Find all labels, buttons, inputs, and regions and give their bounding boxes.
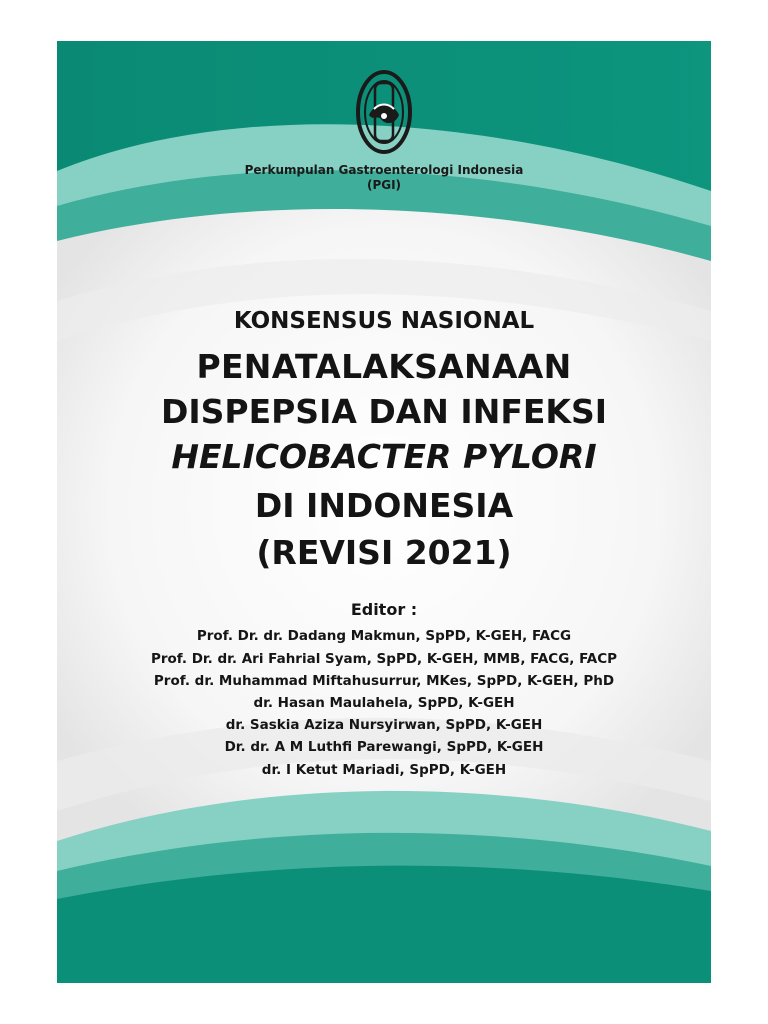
editor-label: Editor : bbox=[350, 600, 418, 619]
book-title-line-2: DISPEPSIA DAN INFEKSI bbox=[160, 392, 608, 431]
editor-name: Prof. Dr. dr. Dadang Makmun, SpPD, K-GEH, FACG bbox=[196, 628, 572, 644]
editor-name: Dr. dr. A M Luthfi Parewangi, SpPD, K-GEH bbox=[224, 739, 544, 755]
book-title-line-5: (REVISI 2021) bbox=[256, 533, 512, 572]
book-supertitle: KONSENSUS NASIONAL bbox=[233, 308, 535, 334]
book-title-line-1: PENATALAKSANAAN bbox=[196, 347, 572, 386]
organization-name: Perkumpulan Gastroenterologi Indonesia bbox=[244, 163, 524, 177]
organization-abbreviation: (PGI) bbox=[366, 178, 402, 192]
editor-name: Prof. Dr. dr. Ari Fahrial Syam, SpPD, K-GEH, MMB, FACG, FACP bbox=[150, 651, 618, 667]
book-title-line-4: DI INDONESIA bbox=[254, 486, 514, 525]
pgi-logo-icon bbox=[355, 69, 413, 155]
book-title-line-3: HELICOBACTER PYLORI bbox=[171, 437, 597, 476]
editor-name: dr. I Ketut Mariadi, SpPD, K-GEH bbox=[261, 762, 507, 778]
editor-name: dr. Saskia Aziza Nursyirwan, SpPD, K-GEH bbox=[225, 717, 543, 733]
editor-name: dr. Hasan Maulahela, SpPD, K-GEH bbox=[253, 695, 515, 711]
book-cover bbox=[57, 41, 711, 983]
editor-name: Prof. dr. Muhammad Miftahusurrur, MKes, SpPD, K-GEH, PhD bbox=[153, 673, 615, 689]
